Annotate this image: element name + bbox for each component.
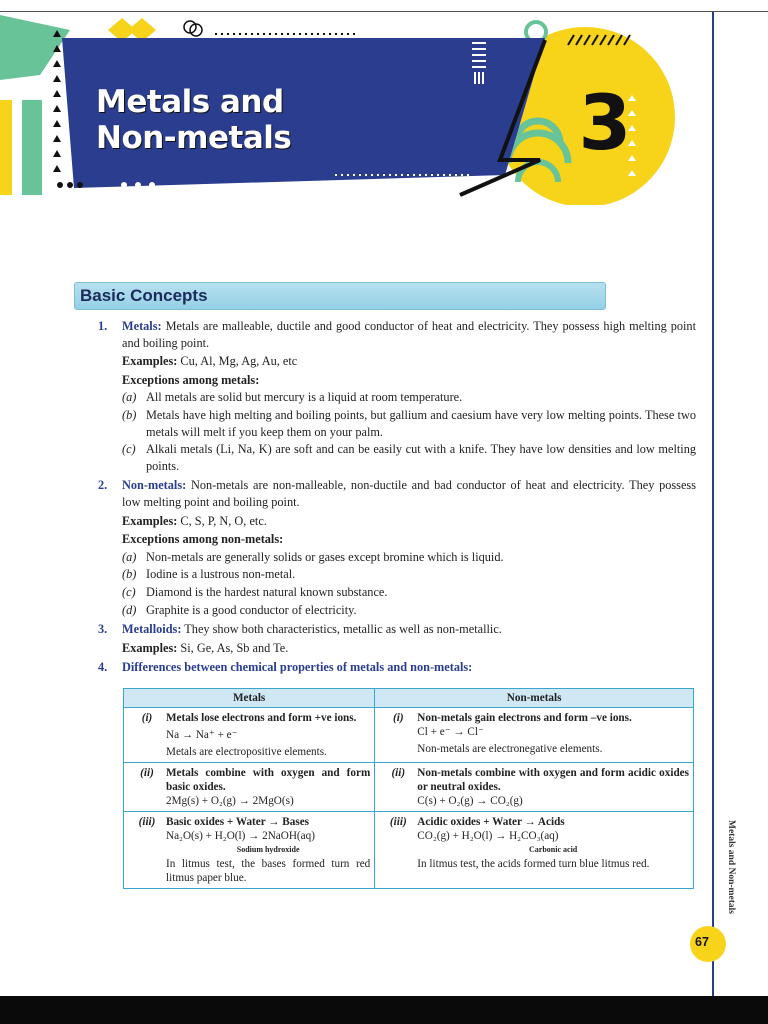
- exception-item: (a) All metals are solid but mercury is a liquid at room temperature.: [122, 390, 463, 405]
- item-label: Differences between chemical properties of metals and non-metals:: [122, 660, 473, 675]
- item-text: They show both characteristics, metallic as well as non-metallic.: [184, 622, 502, 637]
- exception-item: (d) Graphite is a good conductor of electricity.: [122, 602, 357, 617]
- examples-label: Examples:: [122, 354, 178, 369]
- bottom-bar: [0, 996, 768, 1024]
- table-cell: (iii) Basic oxides + Water → Bases Na₂O(s) + H₂O(l) → 2NaOH(aq) Sodium hydroxide In litmus test, the bases formed turn red litmus paper blue.: [124, 812, 375, 889]
- item-text: Metals are malleable, ductile and good conductor of heat and electricity. They possess high melting point and boiling point.: [122, 319, 696, 350]
- item-nonmetals: [98, 477, 696, 618]
- table-cell: (ii) Metals combine with oxygen and form basic oxides. 2Mg(s) + O₂(g) → 2MgO(s): [124, 763, 375, 812]
- differences-table: [123, 688, 694, 889]
- chapter-title-line1: Metals and: [96, 84, 284, 120]
- table-row: [124, 812, 694, 889]
- table-row: [124, 708, 694, 763]
- table-header-metals: Metals: [124, 689, 375, 708]
- exceptions-label: Exceptions among metals:: [122, 372, 260, 387]
- exception-item: (b) Metals have high melting and boiling points, but gallium and caesium have very low melting points. These two metals will melt if you keep them on your palm.: [122, 407, 696, 439]
- exception-item: (b) Iodine is a lustrous non-metal.: [122, 567, 296, 582]
- table-cell: (iii) Acidic oxides + Water → Acids CO₂(g) + H₂O(l) → H₂CO₃(aq) Carbonic acid In litmus test, the acids formed turn blue litmus red.: [375, 812, 694, 889]
- examples-text: Cu, Al, Mg, Ag, Au, etc: [180, 354, 298, 369]
- page-number: 67: [695, 935, 709, 949]
- section-title: Basic Concepts: [80, 286, 208, 305]
- right-margin-rule: [712, 12, 714, 997]
- chapter-title: [96, 84, 291, 156]
- exceptions-label: Exceptions among non-metals:: [122, 532, 284, 547]
- examples-label: Examples:: [122, 640, 178, 655]
- page-number-badge: [690, 926, 726, 962]
- item-label: Metals:: [122, 319, 162, 333]
- content-body: [98, 318, 696, 679]
- item-label: Metalloids:: [122, 622, 182, 637]
- exception-item: (a) Non-metals are generally solids or gases except bromine which is liquid.: [122, 549, 504, 564]
- item-metalloids: [98, 621, 696, 656]
- examples-text: Si, Ge, As, Sb and Te.: [180, 640, 289, 655]
- exception-item: (c) Alkali metals (Li, Na, K) are soft and can be easily cut with a knife. They have low densities and low melting points.: [122, 442, 696, 473]
- exception-item: (c) Diamond is the hardest natural known substance.: [122, 584, 388, 599]
- item-number: 3.: [98, 622, 108, 637]
- item-number: 4.: [98, 660, 108, 675]
- section-header: [74, 282, 606, 310]
- table-header-nonmetals: Non-metals: [375, 689, 694, 708]
- side-running-title: Metals and Non-metals: [726, 820, 736, 914]
- item-metals: [98, 318, 696, 474]
- chapter-number: 3: [578, 78, 632, 167]
- item-number: 1.: [98, 319, 108, 333]
- examples-label: Examples:: [122, 513, 178, 528]
- item-number: 2.: [98, 478, 108, 493]
- item-text: Non-metals are non-malleable, non-ductile and bad conductor of heat and electricity. They possess low melting point and boiling point.: [122, 478, 697, 509]
- item-label: Non-metals:: [122, 478, 187, 493]
- examples-text: C, S, P, N, O, etc.: [180, 513, 267, 528]
- table-cell: (i) Non-metals gain electrons and form –ve ions. Cl + e⁻ → Cl⁻ Non-metals are electronegative elements.: [375, 708, 694, 763]
- table-cell: (ii) Non-metals combine with oxygen and form acidic oxides or neutral oxides. C(s) + O₂(g) → CO₂(g): [375, 763, 694, 812]
- item-differences: [98, 659, 696, 676]
- chapter-title-line2: Non-metals: [96, 120, 292, 156]
- table-row: [124, 763, 694, 812]
- table-cell: (i) Metals lose electrons and form +ve ions. Na → Na⁺ + e⁻ Metals are electropositive elements.: [124, 708, 375, 763]
